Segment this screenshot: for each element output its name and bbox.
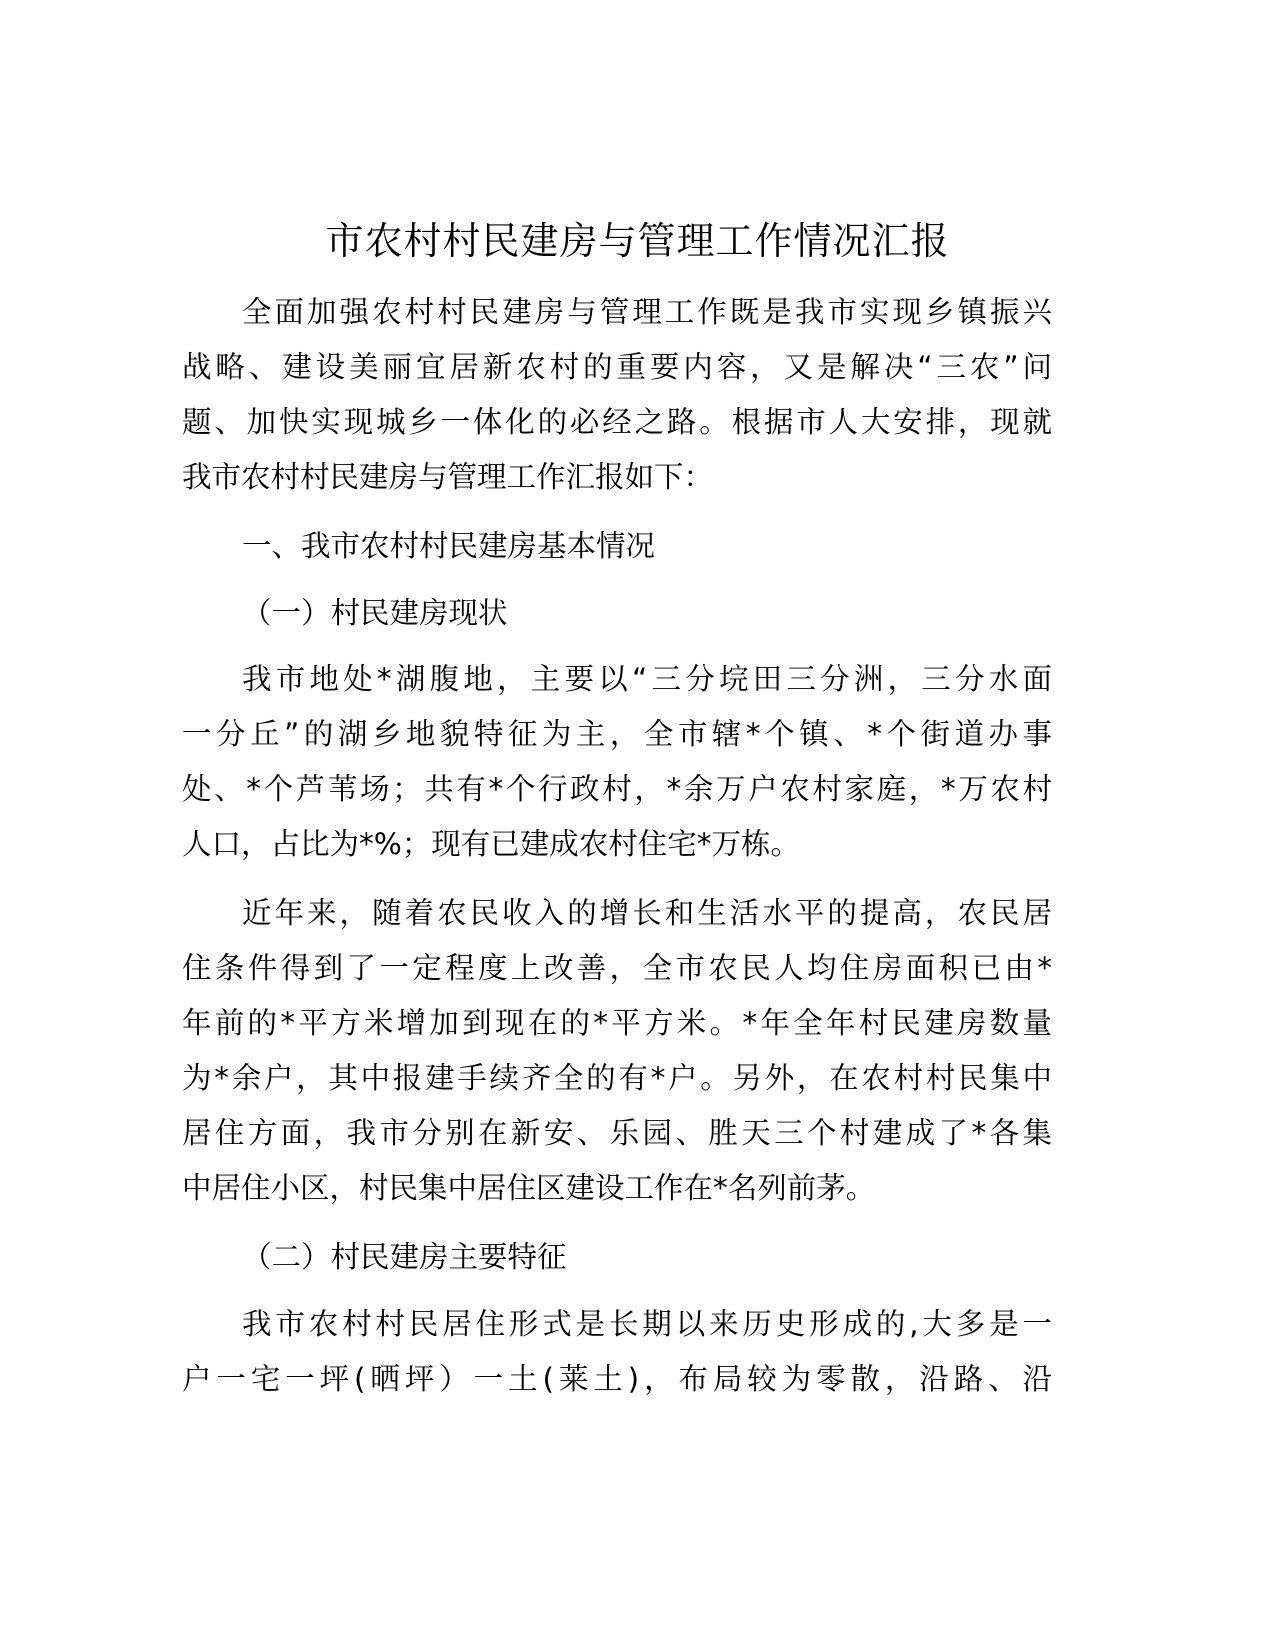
paragraph-line: 为*余户，其中报建手续齐全的有*户。另外，在农村村民集中	[182, 1061, 1052, 1095]
paragraph-line: 我市地处*湖腹地，主要以“三分垸田三分洲，三分水面	[242, 662, 1052, 696]
paragraph-line: 全面加强农村村民建房与管理工作既是我市实现乡镇振兴	[242, 295, 1052, 329]
paragraph-line: 户一宅一坪(晒坪）一土(莱土)，布局较为零散，沿路、沿	[182, 1362, 1052, 1396]
paragraph-line: 人口，占比为*%；现有已建成农村住宅*万栋。	[182, 827, 801, 861]
subsection-heading: （二）村民建房主要特征	[242, 1240, 567, 1274]
paragraph-line: 近年来，随着农民收入的增长和生活水平的提高，农民居	[242, 896, 1052, 930]
paragraph-line: 处、*个芦苇场；共有*个行政村，*余万户农村家庭，*万农村	[182, 772, 1052, 806]
paragraph-line: 一分丘”的湖乡地貌特征为主，全市辖*个镇、*个街道办事	[182, 717, 1052, 751]
paragraph-line: 住条件得到了一定程度上改善，全市农民人均住房面积已由*	[182, 951, 1052, 985]
paragraph-line: 我市农村村民居住形式是长期以来历史形成的,大多是一	[242, 1307, 1052, 1341]
paragraph-line: 年前的*平方米增加到现在的*平方米。*年全年村民建房数量	[182, 1006, 1052, 1040]
subsection-heading: （一）村民建房现状	[242, 596, 508, 630]
paragraph-line: 战略、建设美丽宜居新农村的重要内容，又是解决“三农”问	[182, 350, 1052, 384]
paragraph-line: 居住方面，我市分别在新安、乐园、胜天三个村建成了*各集	[182, 1116, 1052, 1150]
paragraph-line: 中居住小区，村民集中居住区建设工作在*名列前茅。	[182, 1171, 876, 1205]
paragraph-line: 题、加快实现城乡一体化的必经之路。根据市人大安排，现就	[182, 405, 1052, 439]
section-heading: 一、我市农村村民建房基本情况	[242, 529, 656, 563]
document-title: 市农村村民建房与管理工作情况汇报	[325, 219, 950, 263]
paragraph-line: 我市农村村民建房与管理工作汇报如下：	[182, 460, 714, 494]
